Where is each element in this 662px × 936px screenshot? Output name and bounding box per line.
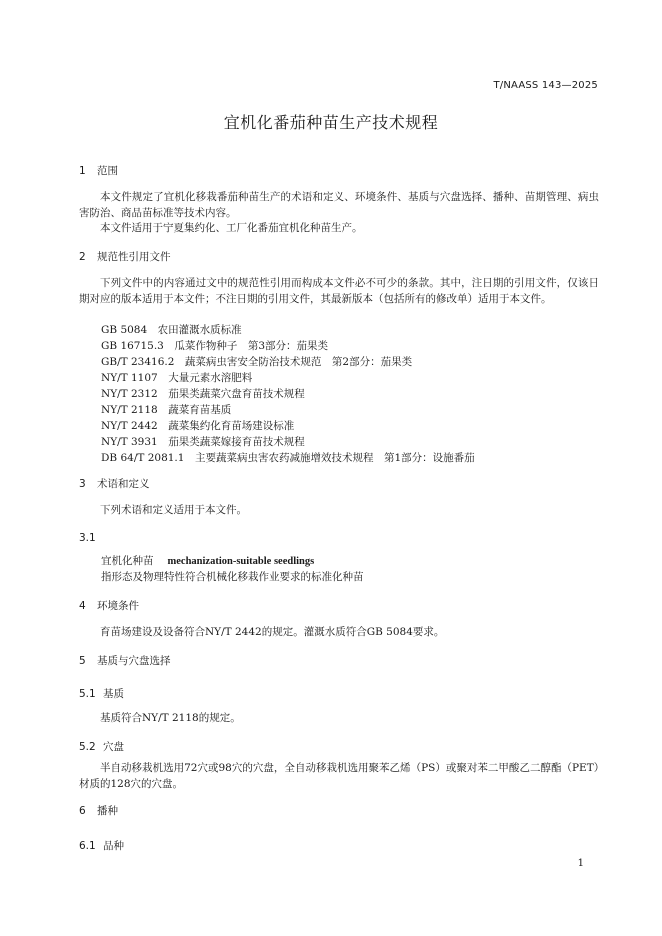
section-heading-6: [79, 803, 118, 818]
document-title: 宜机化番茄种苗生产技术规程: [223, 113, 439, 132]
term-chinese: 宜机化种苗: [101, 555, 154, 567]
section-heading-2: [79, 249, 171, 264]
term-definition: 指形态及物理特性符合机械化移栽作业要求的标准化种苗: [101, 571, 364, 583]
reference-item: NY/T 3931 茄果类蔬菜嫁接育苗技术规程: [101, 436, 305, 448]
subsection-number: 6.1: [79, 840, 96, 852]
section-number: 5: [79, 655, 86, 667]
subsection-number: 3.1: [79, 532, 96, 544]
section-number: 4: [79, 600, 86, 612]
reference-item: DB 64/T 2081.1 主要蔬菜病虫害农药减施增效技术规程 第1部分：设施番茄: [101, 452, 475, 464]
section-title: 基质与穴盘选择: [97, 655, 171, 667]
section-heading-3: [79, 476, 150, 491]
section-heading-5: [79, 653, 171, 668]
section-number: 1: [79, 165, 86, 177]
paragraph: 本文件适用于宁夏集约化、工厂化番茄宜机化种苗生产。: [100, 222, 363, 234]
section-title: 播种: [97, 805, 118, 817]
section-title: 术语和定义: [97, 478, 150, 490]
section-heading-4: [79, 598, 139, 613]
standard-number: T/NAASS 143—2025: [493, 80, 598, 91]
reference-item: GB 16715.3 瓜菜作物种子 第3部分：茄果类: [101, 340, 329, 352]
section-number: 6: [79, 805, 86, 817]
reference-item: NY/T 2312 茄果类蔬菜穴盘育苗技术规程: [101, 388, 305, 400]
term-entry: [101, 553, 314, 568]
subsection-title: 基质: [103, 688, 124, 700]
paragraph: 下列文件中的内容通过文中的规范性引用而构成本文件必不可少的条款。其中，注日期的引用文件，仅该日期对应的版本适用于本文件；不注日期的引用文件，其最新版本（包括所有的修改单）适用于本文件。: [79, 277, 599, 305]
subsection-number: 5.1: [79, 688, 96, 700]
paragraph: 育苗场建设及设备符合NY/T 2442的规定。灌溉水质符合GB 5084要求。: [100, 626, 445, 638]
subsection-title: 品种: [103, 840, 124, 852]
page-number: 1: [577, 858, 584, 869]
reference-item: NY/T 2118 蔬菜育苗基质: [101, 404, 232, 416]
subsection-number: 5.2: [79, 741, 96, 753]
term-english: mechanization-suitable seedlings: [167, 556, 315, 567]
section-number: 2: [79, 251, 86, 263]
section-title: 范围: [97, 165, 118, 177]
reference-item: NY/T 1107 大量元素水溶肥料: [101, 372, 253, 384]
section-heading-1: [79, 163, 118, 178]
reference-item: GB/T 23416.2 蔬菜病虫害安全防治技术规范 第2部分：茄果类: [101, 356, 413, 368]
section-title: 环境条件: [97, 600, 139, 612]
section-title: 规范性引用文件: [97, 251, 171, 263]
reference-item: GB 5084 农田灌溉水质标准: [101, 324, 242, 336]
subsection-heading-5-2: [79, 739, 124, 754]
subsection-title: 穴盘: [103, 741, 124, 753]
paragraph: 本文件规定了宜机化移栽番茄种苗生产的术语和定义、环境条件、基质与穴盘选择、播种、苗期管理、病虫害防治、商品苗标准等技术内容。: [79, 191, 599, 219]
paragraph: 下列术语和定义适用于本文件。: [100, 504, 247, 516]
subsection-heading-5-1: [79, 686, 124, 701]
paragraph: 半自动移栽机选用72穴或98穴的穴盘，全自动移栽机选用聚苯乙烯（PS）或聚对苯二甲酸乙二醇酯（PET）材质的128穴的穴盘。: [79, 762, 599, 790]
subsection-heading-6-1: [79, 838, 124, 853]
paragraph: 基质符合NY/T 2118的规定。: [100, 712, 241, 724]
section-number: 3: [79, 478, 86, 490]
reference-item: NY/T 2442 蔬菜集约化育苗场建设标准: [101, 420, 295, 432]
